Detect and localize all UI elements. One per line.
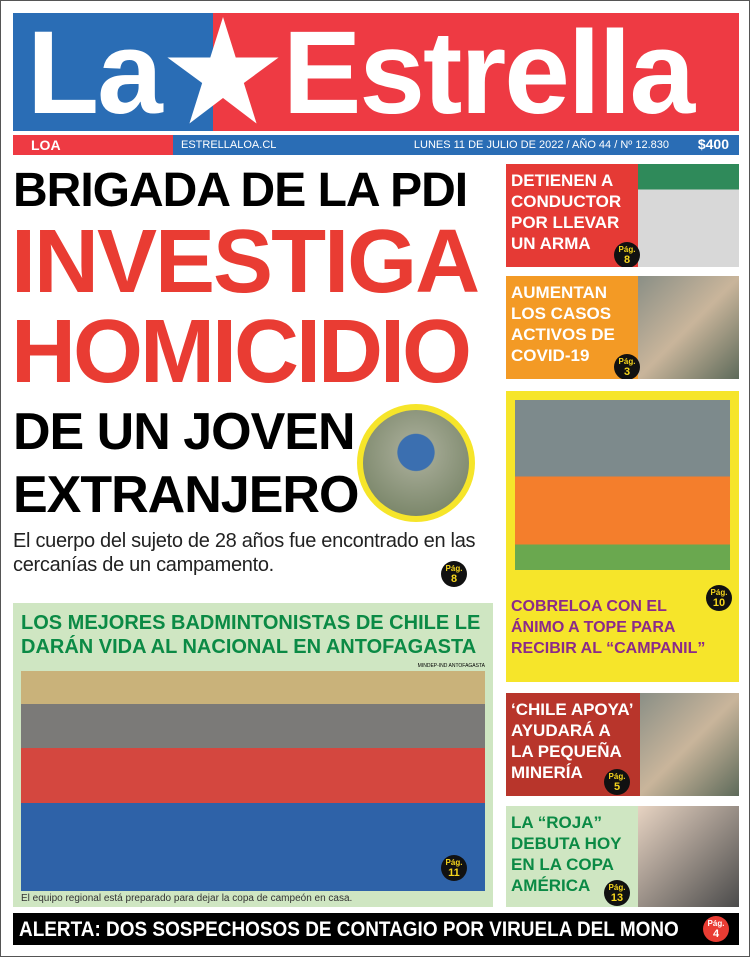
alert-text: ALERTA: DOS SOSPECHOSOS DE CONTAGIO POR VIRUELA DEL MONO: [19, 918, 679, 941]
star-icon: [165, 17, 281, 127]
miner-photo: [640, 693, 739, 796]
main-headline-line4: EXTRANJERO: [13, 466, 359, 524]
main-headline-line1: INVESTIGA: [11, 212, 479, 312]
side-story-arma[interactable]: DETIENEN A CONDUCTOR POR LLEVAR UN ARMA Pág. 8: [506, 164, 739, 267]
street-crowd-photo: [638, 276, 739, 379]
gun-photo: [638, 164, 739, 267]
info-bar: [13, 135, 739, 155]
page-ref-badge[interactable]: Pág. 5: [604, 769, 630, 795]
photo-caption: El equipo regional está preparado para dejar la copa de campeón en casa.: [21, 893, 353, 904]
main-kicker: BRIGADA DE LA PDI: [13, 164, 468, 217]
issue-date: LUNES 11 DE JULIO DE 2022 / AÑO 44 / Nº 12.830: [413, 139, 669, 151]
side-story-cobreloa[interactable]: COBRELOA CON EL ÁNIMO A TOPE PARA RECIBIR AL “CAMPANIL” Pág. 10: [506, 391, 739, 682]
page-ref-badge[interactable]: Pág. 8: [441, 561, 467, 587]
page-ref-badge[interactable]: Pág. 13: [604, 880, 630, 906]
badminton-headline-1: LOS MEJORES BADMINTONISTAS DE CHILE LE: [21, 612, 481, 634]
price: $400: [697, 136, 729, 152]
side-story-roja[interactable]: LA “ROJA” DEBUTA HOY EN LA COPA AMÉRICA Pág. 13: [506, 806, 739, 907]
alert-banner[interactable]: [13, 913, 739, 945]
players-photo: [638, 806, 739, 907]
main-headline-line2: HOMICIDIO: [11, 302, 469, 402]
page-ref-badge[interactable]: Pág. 11: [441, 855, 467, 881]
photo-credit: MINDEP-IND ANTOFAGASTA: [417, 663, 485, 669]
page-ref-badge[interactable]: Pág. 8: [614, 242, 640, 267]
side-story-mineria[interactable]: ‘CHILE APOYA’ AYUDARÁ A LA PEQUEÑA MINERÍA Pág. 5: [506, 693, 739, 796]
side-story-covid[interactable]: AUMENTAN LOS CASOS ACTIVOS DE COVID-19 Pág. 3: [506, 276, 739, 379]
masthead-title: La Estrella: [27, 13, 694, 131]
crime-scene-photo: [357, 404, 475, 522]
page-ref-badge[interactable]: Pág. 10: [706, 585, 732, 611]
masthead: [13, 13, 739, 131]
badminton-team-photo: [21, 671, 485, 891]
page-ref-badge[interactable]: Pág. 4: [703, 916, 729, 942]
main-deck: El cuerpo del sujeto de 28 años fue encontrado en las cercanías de un campamento.: [13, 530, 476, 576]
edition-label: LOA: [13, 135, 173, 155]
badminton-headline-2: DARÁN VIDA AL NACIONAL EN ANTOFAGASTA: [21, 636, 477, 658]
badminton-story: [13, 603, 493, 907]
cobreloa-players-photo: [515, 400, 730, 570]
main-headline-line3: DE UN JOVEN: [13, 403, 355, 461]
site-link[interactable]: ESTRELLALOA.CL: [181, 139, 277, 151]
page-ref-badge[interactable]: Pág. 3: [614, 354, 640, 379]
